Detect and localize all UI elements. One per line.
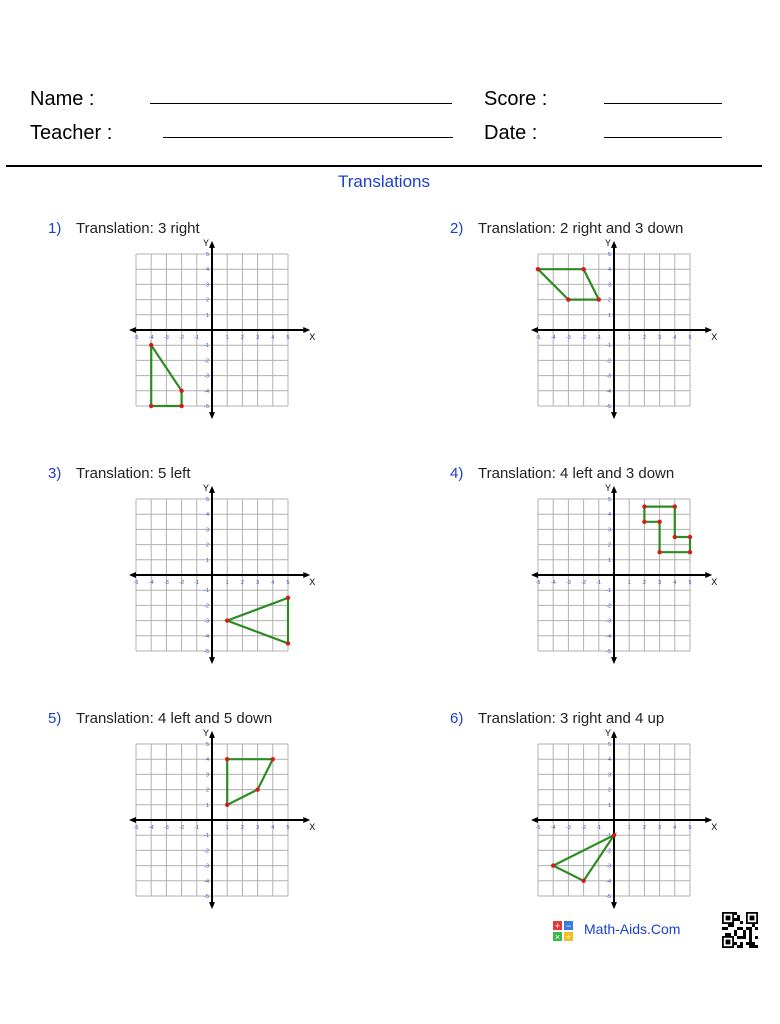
qr-module <box>755 945 758 948</box>
qr-module <box>725 927 728 930</box>
shape-vertex <box>566 297 570 301</box>
shape-vertex <box>657 550 661 554</box>
y-tick-label: -4 <box>606 388 611 395</box>
problem-text: Translation: 4 left and 5 down <box>76 710 273 727</box>
x-tick-label: -5 <box>133 825 139 831</box>
y-tick-label: -1 <box>606 833 611 840</box>
shape-vertex <box>225 757 229 761</box>
score-line[interactable] <box>604 103 722 104</box>
x-tick-label: 5 <box>688 335 692 341</box>
y-tick-label: 5 <box>607 252 611 258</box>
shape-vertex <box>688 550 692 554</box>
y-axis-label: Y <box>605 727 612 738</box>
qr-module <box>728 924 731 927</box>
coordinate-grid <box>484 727 718 932</box>
problem-3 <box>48 465 378 695</box>
y-tick-label: -3 <box>204 373 209 380</box>
y-tick-label: 2 <box>607 297 611 304</box>
y-tick-label: -5 <box>606 894 611 900</box>
shape-vertex <box>688 535 692 539</box>
x-tick-label: -3 <box>565 335 571 341</box>
qr-module <box>725 933 728 936</box>
y-axis-arrow-icon <box>209 731 215 738</box>
shape-vertex <box>673 535 677 539</box>
svg-text:−: − <box>565 921 572 931</box>
y-tick-label: 4 <box>607 757 611 764</box>
y-tick-label: 2 <box>205 787 209 794</box>
y-axis-arrow-icon <box>611 486 617 493</box>
problem-number: 5) <box>48 710 62 727</box>
problem-text: Translation: 4 left and 3 down <box>478 465 675 482</box>
y-tick-label: 5 <box>205 497 209 503</box>
y-tick-label: 4 <box>607 267 611 274</box>
x-tick-label: -3 <box>565 825 571 831</box>
y-tick-label: 2 <box>607 787 611 794</box>
qr-module <box>737 927 740 930</box>
y-tick-label: 1 <box>205 557 209 564</box>
x-tick-label: 3 <box>256 580 260 586</box>
math-aids-link[interactable]: Math-Aids.Com <box>584 921 681 937</box>
y-tick-label: -5 <box>606 404 611 410</box>
name-label: Name : <box>30 88 95 110</box>
qr-module <box>749 939 752 942</box>
x-tick-label: -4 <box>550 825 556 831</box>
y-axis-label: Y <box>203 482 210 493</box>
y-axis-label: Y <box>605 237 612 248</box>
x-axis-arrow-icon <box>531 572 538 578</box>
qr-module <box>740 942 743 945</box>
x-tick-label: 2 <box>642 335 646 341</box>
y-tick-label: 2 <box>205 297 209 304</box>
x-tick-label: 4 <box>673 335 677 341</box>
y-tick-label: -2 <box>606 848 611 855</box>
problem-text: Translation: 5 left <box>76 465 191 482</box>
y-axis-arrow-icon <box>209 241 215 248</box>
qr-module <box>749 927 752 930</box>
y-tick-label: 1 <box>205 312 209 319</box>
header-divider <box>6 165 762 167</box>
y-axis-arrow-icon <box>611 412 617 419</box>
x-axis-label: X <box>309 822 316 832</box>
y-tick-label: -2 <box>606 603 611 610</box>
y-axis-arrow-icon <box>209 412 215 419</box>
shape-vertex <box>581 879 585 883</box>
y-tick-label: 1 <box>607 802 611 809</box>
x-axis-label: X <box>309 577 316 587</box>
shape-vertex <box>536 267 540 271</box>
x-tick-label: 1 <box>627 580 631 586</box>
y-axis-arrow-icon <box>611 731 617 738</box>
coordinate-grid <box>82 237 316 442</box>
shape-vertex <box>225 803 229 807</box>
qr-module <box>734 912 737 915</box>
shape-vertex <box>271 757 275 761</box>
qr-code-icon <box>722 912 758 948</box>
qr-module <box>743 933 746 936</box>
qr-module <box>740 936 743 939</box>
shape-vertex <box>286 596 290 600</box>
shape-vertex <box>673 504 677 508</box>
x-tick-label: -3 <box>163 825 169 831</box>
score-label: Score : <box>484 88 548 110</box>
x-tick-label: -2 <box>581 335 587 341</box>
qr-module <box>734 918 737 921</box>
x-tick-label: 1 <box>225 335 229 341</box>
x-axis-arrow-icon <box>531 817 538 823</box>
x-tick-label: -1 <box>194 335 200 341</box>
qr-finder <box>750 916 755 921</box>
qr-finder <box>726 916 731 921</box>
y-tick-label: 4 <box>205 267 209 274</box>
qr-module <box>743 930 746 933</box>
x-tick-label: 4 <box>271 580 275 586</box>
x-axis-arrow-icon <box>129 327 136 333</box>
qr-module <box>749 942 752 945</box>
worksheet-title: Translations <box>338 172 430 191</box>
y-tick-label: -5 <box>204 404 209 410</box>
x-tick-label: 1 <box>225 580 229 586</box>
qr-module <box>743 936 746 939</box>
x-axis-arrow-icon <box>129 817 136 823</box>
x-tick-label: 2 <box>240 825 244 831</box>
y-tick-label: 3 <box>607 772 611 779</box>
y-tick-label: -3 <box>204 863 209 870</box>
x-tick-label: 4 <box>271 335 275 341</box>
x-tick-label: -1 <box>194 580 200 586</box>
x-tick-label: 3 <box>658 335 662 341</box>
shape-vertex <box>551 863 555 867</box>
x-axis-label: X <box>711 577 718 587</box>
qr-module <box>755 936 758 939</box>
shape-vertex <box>149 404 153 408</box>
x-tick-label: -3 <box>163 580 169 586</box>
x-axis-label: X <box>711 332 718 342</box>
x-tick-label: 1 <box>627 335 631 341</box>
qr-module <box>749 930 752 933</box>
y-tick-label: 5 <box>607 742 611 748</box>
x-tick-label: -2 <box>179 825 185 831</box>
x-axis-label: X <box>711 822 718 832</box>
y-tick-label: 4 <box>205 757 209 764</box>
x-tick-label: -1 <box>194 825 200 831</box>
x-tick-label: 3 <box>256 335 260 341</box>
y-tick-label: -5 <box>204 649 209 655</box>
y-tick-label: -5 <box>606 649 611 655</box>
y-tick-label: 5 <box>205 742 209 748</box>
svg-text:+: + <box>554 921 561 931</box>
shape-vertex <box>255 787 259 791</box>
qr-module <box>740 945 743 948</box>
y-tick-label: -1 <box>204 833 209 840</box>
x-tick-label: 3 <box>256 825 260 831</box>
x-axis-arrow-icon <box>129 572 136 578</box>
x-tick-label: -4 <box>148 825 154 831</box>
y-tick-label: -2 <box>204 603 209 610</box>
y-tick-label: 2 <box>607 542 611 549</box>
coordinate-grid <box>82 482 316 687</box>
y-axis-arrow-icon <box>611 657 617 664</box>
y-tick-label: 3 <box>607 282 611 289</box>
problem-number: 4) <box>450 465 464 482</box>
qr-module <box>737 915 740 918</box>
problem-6 <box>450 710 780 940</box>
problem-2 <box>450 220 780 450</box>
y-tick-label: -3 <box>606 618 611 625</box>
date-line[interactable] <box>604 137 722 138</box>
x-tick-label: -2 <box>581 825 587 831</box>
shape-vertex <box>286 641 290 645</box>
x-tick-label: 2 <box>642 825 646 831</box>
x-tick-label: 4 <box>271 825 275 831</box>
shape-polygon <box>227 759 273 805</box>
x-tick-label: 1 <box>225 825 229 831</box>
name-line[interactable] <box>150 103 452 104</box>
y-axis-label: Y <box>605 482 612 493</box>
y-tick-label: -4 <box>204 878 209 885</box>
x-tick-label: -5 <box>133 580 139 586</box>
x-tick-label: -5 <box>535 335 541 341</box>
x-tick-label: -5 <box>535 580 541 586</box>
shape-vertex <box>642 520 646 524</box>
shape-vertex <box>179 389 183 393</box>
qr-module <box>734 942 737 945</box>
qr-module <box>737 918 740 921</box>
y-tick-label: -2 <box>606 358 611 365</box>
calculator-icon <box>552 920 574 942</box>
x-tick-label: 2 <box>240 335 244 341</box>
shape-vertex <box>642 504 646 508</box>
svg-text:÷: ÷ <box>566 932 571 942</box>
qr-module <box>737 945 740 948</box>
y-tick-label: 4 <box>205 512 209 519</box>
y-tick-label: 3 <box>607 527 611 534</box>
x-tick-label: -4 <box>148 335 154 341</box>
y-axis-arrow-icon <box>209 486 215 493</box>
problem-text: Translation: 3 right <box>76 220 200 237</box>
qr-module <box>734 933 737 936</box>
x-tick-label: -2 <box>179 335 185 341</box>
coordinate-grid <box>484 482 718 687</box>
x-tick-label: -2 <box>581 580 587 586</box>
x-tick-label: 5 <box>286 335 290 341</box>
y-tick-label: -3 <box>204 618 209 625</box>
y-tick-label: 3 <box>205 282 209 289</box>
problem-text: Translation: 3 right and 4 up <box>478 710 665 727</box>
qr-module <box>728 933 731 936</box>
y-tick-label: 5 <box>607 497 611 503</box>
y-tick-label: -5 <box>204 894 209 900</box>
svg-text:×: × <box>554 932 561 942</box>
problem-1 <box>48 220 378 450</box>
teacher-label: Teacher : <box>30 122 113 144</box>
x-tick-label: 4 <box>673 825 677 831</box>
qr-module <box>737 936 740 939</box>
y-tick-label: 4 <box>607 512 611 519</box>
x-tick-label: -4 <box>550 335 556 341</box>
x-tick-label: -5 <box>535 825 541 831</box>
shape-vertex <box>657 520 661 524</box>
y-tick-label: -4 <box>606 633 611 640</box>
x-tick-label: 5 <box>286 580 290 586</box>
y-tick-label: -1 <box>606 343 611 350</box>
y-tick-label: -3 <box>606 863 611 870</box>
problem-4 <box>450 465 780 695</box>
x-tick-label: -1 <box>596 825 602 831</box>
y-tick-label: -1 <box>204 343 209 350</box>
qr-module <box>734 930 737 933</box>
shape-vertex <box>179 404 183 408</box>
y-axis-label: Y <box>203 727 210 738</box>
x-tick-label: 2 <box>642 580 646 586</box>
qr-module <box>749 945 752 948</box>
problem-number: 6) <box>450 710 464 727</box>
qr-module <box>740 921 743 924</box>
qr-module <box>731 924 734 927</box>
x-axis-arrow-icon <box>531 327 538 333</box>
x-tick-label: 1 <box>627 825 631 831</box>
y-tick-label: -2 <box>204 358 209 365</box>
shape-vertex <box>612 833 616 837</box>
shape-vertex <box>225 618 229 622</box>
y-tick-label: 1 <box>607 312 611 319</box>
y-tick-label: 3 <box>205 527 209 534</box>
x-tick-label: -2 <box>179 580 185 586</box>
x-tick-label: 4 <box>673 580 677 586</box>
y-tick-label: 3 <box>205 772 209 779</box>
y-tick-label: 1 <box>205 802 209 809</box>
shape-vertex <box>581 267 585 271</box>
qr-finder <box>726 940 731 945</box>
y-tick-label: -4 <box>606 878 611 885</box>
y-tick-label: -1 <box>204 588 209 595</box>
qr-module <box>749 933 752 936</box>
problem-number: 2) <box>450 220 464 237</box>
y-tick-label: -4 <box>204 388 209 395</box>
x-tick-label: -4 <box>148 580 154 586</box>
qr-module <box>752 924 755 927</box>
problem-5 <box>48 710 378 940</box>
qr-module <box>755 927 758 930</box>
qr-module <box>746 927 749 930</box>
x-tick-label: 2 <box>240 580 244 586</box>
y-tick-label: 5 <box>205 252 209 258</box>
qr-module <box>740 927 743 930</box>
shape-vertex <box>149 343 153 347</box>
qr-module <box>752 945 755 948</box>
coordinate-grid <box>82 727 316 932</box>
y-tick-label: 1 <box>607 557 611 564</box>
x-tick-label: 5 <box>286 825 290 831</box>
problem-text: Translation: 2 right and 3 down <box>478 220 684 237</box>
x-tick-label: -3 <box>565 580 571 586</box>
qr-module <box>722 927 725 930</box>
y-axis-arrow-icon <box>611 902 617 909</box>
teacher-line[interactable] <box>163 137 453 138</box>
y-tick-label: 2 <box>205 542 209 549</box>
qr-module <box>749 936 752 939</box>
x-tick-label: -1 <box>596 335 602 341</box>
y-tick-label: -4 <box>204 633 209 640</box>
y-axis-arrow-icon <box>209 657 215 664</box>
y-axis-arrow-icon <box>611 241 617 248</box>
x-tick-label: -3 <box>163 335 169 341</box>
date-label: Date : <box>484 122 538 144</box>
x-tick-label: -4 <box>550 580 556 586</box>
y-tick-label: -2 <box>204 848 209 855</box>
shape-vertex <box>597 297 601 301</box>
problem-number: 3) <box>48 465 62 482</box>
y-axis-label: Y <box>203 237 210 248</box>
x-tick-label: 3 <box>658 580 662 586</box>
qr-module <box>746 942 749 945</box>
x-tick-label: 3 <box>658 825 662 831</box>
problem-number: 1) <box>48 220 62 237</box>
y-tick-label: -1 <box>606 588 611 595</box>
x-tick-label: -1 <box>596 580 602 586</box>
x-tick-label: 5 <box>688 580 692 586</box>
qr-module <box>752 942 755 945</box>
y-axis-arrow-icon <box>209 902 215 909</box>
x-tick-label: 5 <box>688 825 692 831</box>
coordinate-grid <box>484 237 718 442</box>
x-axis-label: X <box>309 332 316 342</box>
y-tick-label: -3 <box>606 373 611 380</box>
x-tick-label: -5 <box>133 335 139 341</box>
